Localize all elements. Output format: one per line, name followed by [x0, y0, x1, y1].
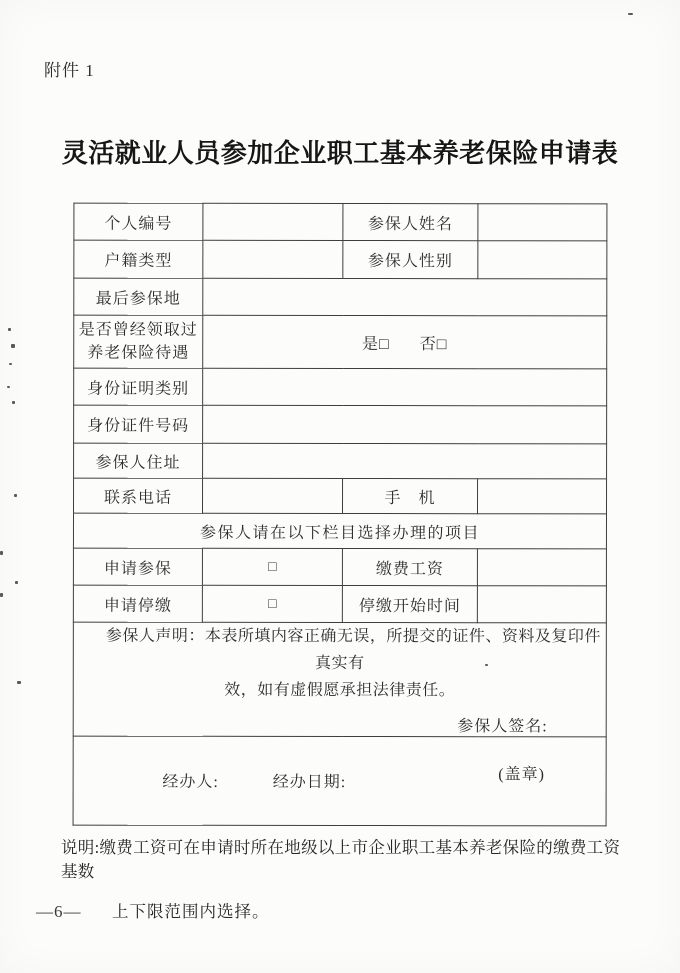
value-insured-gender [478, 241, 607, 279]
label-personal-no: 个人编号 [74, 203, 203, 240]
value-last-insured-place [203, 278, 607, 316]
section-select-items-header: 参保人请在以下栏目选择办理的项目 [73, 513, 606, 549]
label-phone: 联系电话 [74, 478, 203, 513]
declaration-cell [73, 622, 606, 736]
label-received-pension [74, 315, 203, 368]
apply-join-checkbox-cell [202, 548, 342, 585]
label-id-number: 身份证件号码 [74, 405, 203, 443]
label-insured-gender: 参保人性别 [343, 241, 478, 279]
scan-speck [15, 581, 18, 584]
signature-label: 参保人签名: [457, 717, 548, 735]
apply-stop-checkbox-cell [202, 585, 342, 622]
checkbox-icon: □ [268, 596, 277, 612]
application-form-table [73, 203, 608, 826]
declaration-text-line1: 参保人声明：本表所填内容正确无误，所提交的证件、资料及复印件真实有 [105, 627, 601, 673]
table-row [73, 513, 606, 549]
note-line1: 说明:缴费工资可在申请时所在地级以上市企业职工基本养老保险的缴费工资基数 [61, 838, 621, 881]
checkbox-icon: □ [268, 559, 277, 575]
table-row [74, 240, 607, 279]
scan-speck [9, 363, 12, 365]
scan-speck [7, 386, 10, 388]
handle-date-label: 经办日期: [272, 773, 347, 792]
label-stop-start-time: 停缴开始时间 [342, 586, 477, 623]
yes-checkbox-option: 是□ [362, 335, 390, 353]
form-title: 灵活就业人员参加企业职工基本养老保险申请表 [61, 138, 619, 168]
value-phone [203, 478, 343, 513]
scan-speck [0, 593, 3, 597]
label-household-type: 户籍类型 [74, 240, 203, 278]
label-last-insured-place: 最后参保地 [74, 278, 203, 315]
label-address: 参保人住址 [74, 443, 203, 478]
table-row [73, 622, 606, 736]
scan-speck [628, 13, 633, 15]
value-payment-wage [477, 549, 606, 586]
no-checkbox-option: 否□ [419, 335, 448, 353]
table-row [74, 405, 607, 444]
value-personal-no [203, 203, 343, 240]
table-row [73, 736, 606, 826]
label-received-pension-line2: 养老保险待遇 [87, 344, 190, 362]
label-apply-stop: 申请停缴 [73, 585, 202, 622]
table-row [74, 278, 607, 316]
table-row [73, 548, 606, 586]
scan-speck [0, 551, 3, 555]
scan-speck [12, 401, 15, 404]
label-mobile: 手 机 [343, 479, 478, 514]
table-row [74, 203, 607, 241]
scan-speck [8, 328, 11, 331]
value-mobile [478, 479, 607, 514]
label-id-type: 身份证明类别 [74, 368, 203, 405]
handler-row-cell [73, 736, 606, 826]
declaration-text-line2: 效，如有虚假愿承担法律责任。 [224, 682, 456, 700]
value-household-type [203, 240, 343, 278]
table-row [74, 368, 607, 406]
scan-speck [485, 664, 488, 666]
note-block [61, 834, 621, 922]
table-row [73, 585, 606, 623]
scan-speck [17, 681, 21, 684]
value-address [203, 443, 607, 479]
value-insured-name [478, 204, 607, 241]
scan-speck [11, 344, 15, 348]
table-row [74, 478, 607, 514]
handler-label: 经办人: [162, 773, 219, 791]
table-row [74, 315, 607, 369]
value-stop-start-time [477, 586, 606, 623]
attachment-label: 附件 1 [44, 61, 95, 80]
label-insured-name: 参保人姓名 [343, 204, 478, 241]
label-apply-join: 申请参保 [73, 548, 202, 585]
value-received-pension [203, 315, 607, 369]
scan-speck [14, 494, 17, 497]
table-row [74, 443, 607, 479]
value-id-number [203, 405, 607, 444]
label-payment-wage: 缴费工资 [342, 549, 477, 586]
page-number: —6— [36, 902, 82, 921]
seal-label: (盖章) [498, 766, 545, 784]
note-line2: 上下限范围内选择。 [112, 902, 270, 921]
value-id-type [203, 368, 607, 406]
label-received-pension-line1: 是否曾经领取过 [78, 321, 198, 339]
